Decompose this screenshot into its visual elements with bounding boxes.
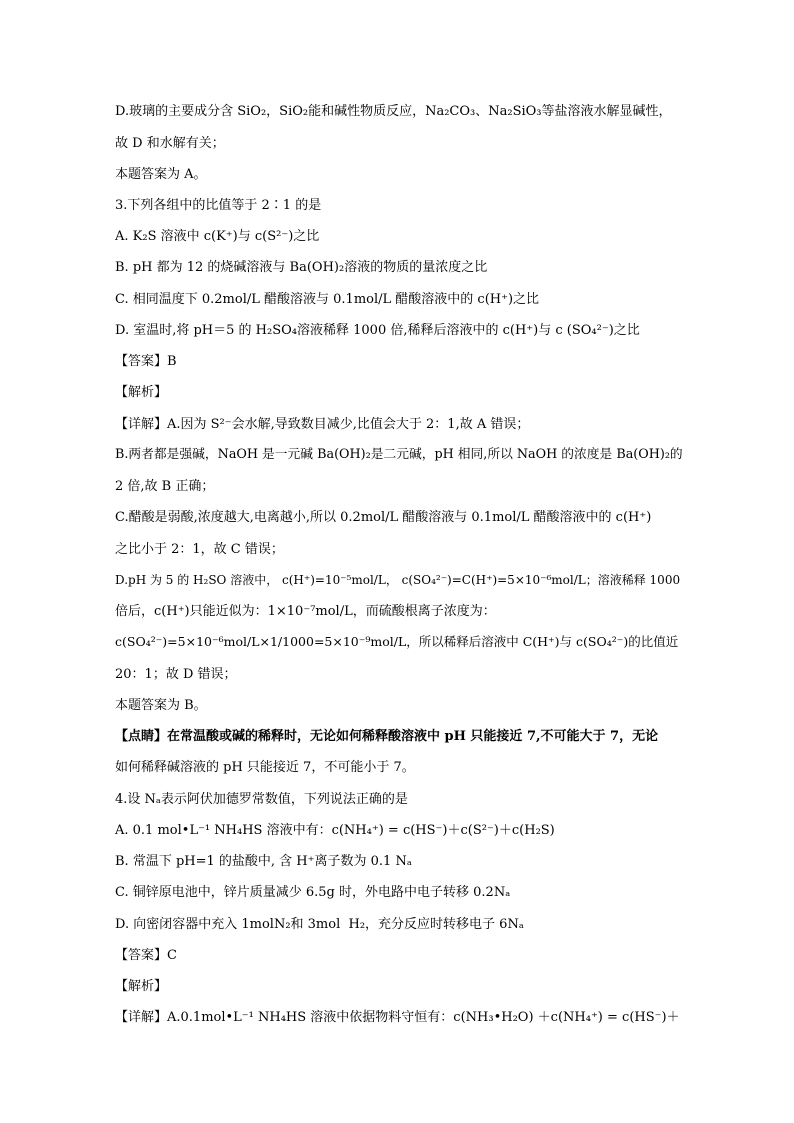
answer-label	[115, 355, 177, 368]
text-line-content: 20：1；故 D 错误；	[115, 667, 237, 682]
text-line-content: 本题答案为 A。	[115, 167, 207, 182]
text-line	[115, 699, 207, 712]
text-line-content: A. K₂S 溶液中 c(K⁺)与 c(S²⁻)之比	[115, 229, 320, 244]
text-line-content: 4.设 Nₐ表示阿伏加德罗常数值，下列说法正确的是	[115, 792, 408, 807]
option-b	[115, 855, 412, 868]
text-line	[115, 418, 529, 431]
text-line-content: 倍后，c(H⁺)只能近似为：1×10⁻⁷mol/L，而硫酸根离子浓度为：	[115, 604, 496, 619]
text-line-content: A. 0.1 mol•L⁻¹ NH₄HS 溶液中有：c(NH₄⁺) = c(HS⁻)＋c(S²⁻)＋c(H₂S)	[115, 823, 555, 838]
text-line-content: 之比小于 2：1，故 C 错误；	[115, 542, 284, 557]
analysis-label	[115, 386, 167, 399]
text-line-content: 3.下列各组中的比值等于 2∶1 的是	[115, 198, 322, 213]
text-line-content: 【答案】B	[115, 354, 177, 369]
text-line	[115, 1011, 680, 1024]
text-line-content: c(SO₄²⁻)=5×10⁻⁶mol/L×1/1000=5×10⁻⁹mol/L，所以稀释后溶液中 C(H⁺)与 c(SO₄²⁻)的比值近	[115, 634, 679, 649]
text-line-content: B. pH 都为 12 的烧碱溶液与 Ba(OH)₂溶液的物质的量浓度之比	[115, 260, 488, 275]
option-a	[115, 824, 555, 837]
text-line-content: C. 铜锌原电池中，锌片质量减少 6.5g 时，外电路中电子转移 0.2Nₐ	[115, 885, 511, 900]
text-line	[115, 668, 237, 681]
text-line-content: 故 D 和水解有关；	[115, 136, 225, 151]
text-line	[115, 574, 680, 586]
text-line	[115, 543, 284, 556]
text-line-content: D. 室温时,将 pH＝5 的 H₂SO₄溶液稀释 1000 倍,稀释后溶液中的 c(H⁺)与 c (SO₄²⁻)之比	[115, 323, 640, 338]
option-d	[115, 324, 640, 337]
question-title	[115, 199, 321, 212]
text-line-content: 【详解】A.因为 S²⁻会水解,导致数目减少,比值会大于 2：1,故 A 错误；	[115, 417, 530, 432]
text-line	[115, 480, 214, 493]
option-a	[115, 230, 319, 243]
text-line-content: 本题答案为 B。	[115, 698, 207, 713]
text-line	[115, 605, 496, 618]
text-line	[115, 636, 678, 649]
option-b	[115, 261, 487, 274]
text-line	[115, 168, 207, 181]
text-line	[115, 449, 683, 462]
text-line-content: 【答案】C	[115, 948, 177, 963]
text-line-content: B. 常温下 pH=1 的盐酸中, 含 H⁺离子数为 0.1 Nₐ	[115, 854, 412, 869]
text-line-content: 如何稀释碱溶液的 pH 只能接近 7，不可能小于 7。	[115, 760, 415, 775]
text-line-content: 【解析】	[115, 979, 168, 994]
analysis-label	[115, 980, 167, 993]
text-line-content: 【解析】	[115, 385, 168, 400]
text-line-content: 2 倍,故 B 正确；	[115, 479, 215, 494]
text-line	[115, 511, 651, 524]
text-line-content: C.醋酸是弱酸,浓度越大,电离越小,所以 0.2mol/L 醋酸溶液与 0.1mol/L 醋酸溶液中的 c(H⁺)	[115, 510, 652, 525]
text-line	[115, 761, 415, 774]
text-line-content: 【详解】A.0.1mol•L⁻¹ NH₄HS 溶液中依据物料守恒有：c(NH₃•H₂O) ＋c(NH₄⁺) = c(HS⁻)＋	[115, 1010, 680, 1025]
option-c	[115, 293, 539, 306]
text-line-content: D.pH 为 5 的 H₂SO 溶液中， c(H⁺)=10⁻⁵mol/L， c(SO₄²⁻)=C(H⁺)=5×10⁻⁶mol/L；溶液稀释 1000	[115, 573, 681, 587]
question-title	[115, 793, 408, 806]
text-line-content: D.玻璃的主要成分含 SiO₂，SiO₂能和碱性物质反应，Na₂CO₃、Na₂SiO₃等盐溶液水解显碱性，	[115, 104, 672, 119]
text-line-content: D. 向密闭容器中充入 1molN₂和 3mol H₂，充分反应时转移电子 6Nₐ	[115, 917, 524, 932]
text-line	[115, 137, 225, 150]
text-line	[115, 105, 672, 118]
text-line	[115, 730, 658, 743]
option-c	[115, 886, 510, 899]
text-line-content: C. 相同温度下 0.2mol/L 醋酸溶液与 0.1mol/L 醋酸溶液中的 c(H⁺)之比	[115, 292, 540, 307]
answer-label	[115, 949, 177, 962]
text-line-content: B.两者都是强碱，NaOH 是一元碱 Ba(OH)₂是二元碱，pH 相同,所以 NaOH 的浓度是 Ba(OH)₂的	[115, 447, 683, 462]
text-line-content: 【点睛】在常温酸或碱的稀释时，无论如何稀释酸溶液中 pH 只能接近 7,不可能大于 7，无论	[115, 729, 659, 744]
option-d	[115, 918, 524, 931]
